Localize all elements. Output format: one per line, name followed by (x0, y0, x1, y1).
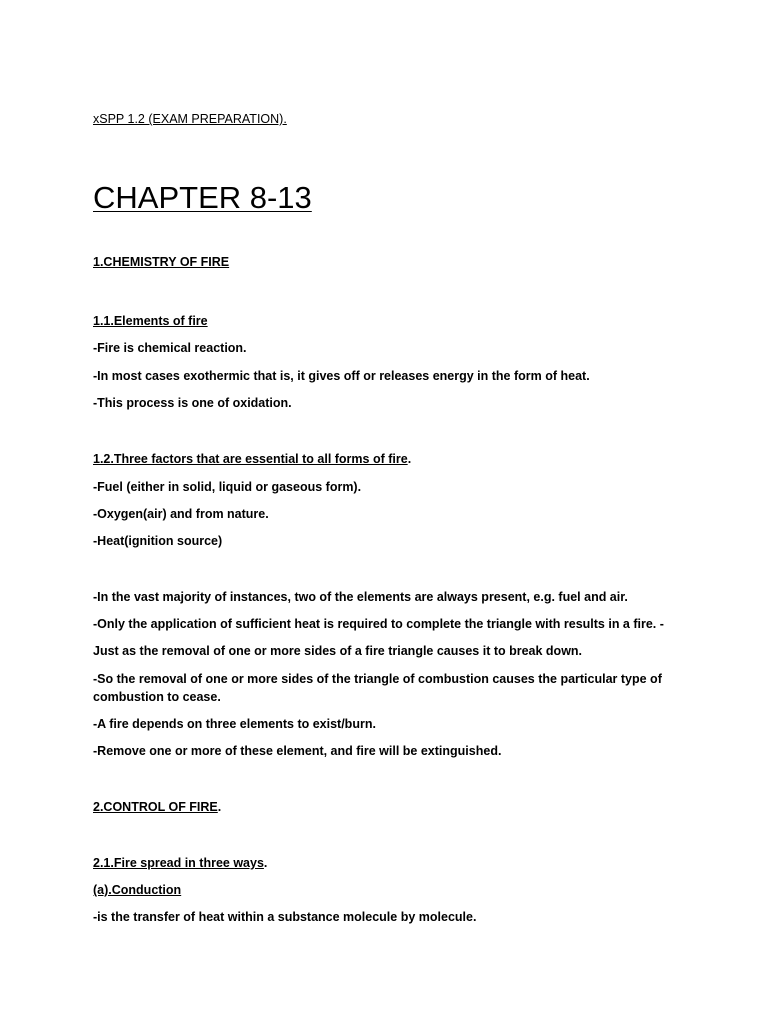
section-2-1-heading-line (93, 855, 267, 871)
section-2-1-heading-suffix: . (263, 856, 268, 870)
section-1-1-line-2: -In most cases exothermic that is, it gives off or releases energy in the form of heat. (93, 369, 590, 383)
item-a-line: -is the transfer of heat within a substance molecule by molecule. (93, 910, 477, 924)
course-line: xSPP 1.2 (EXAM PREPARATION). (93, 112, 287, 126)
section-1-1-line-3: -This process is one of oxidation. (93, 396, 292, 410)
section-1-2-heading: 1.2.Three factors that are essential to all forms of fire (93, 452, 408, 466)
paragraph-line-4: -So the removal of one or more sides of the triangle of combustion causes the particular type of (93, 672, 662, 686)
section-1-2-line-2: -Oxygen(air) and from nature. (93, 507, 269, 521)
paragraph-line-3: Just as the removal of one or more sides of a fire triangle causes it to break down. (93, 644, 583, 658)
section-2-heading: 2.CONTROL OF FIRE (93, 800, 218, 814)
section-1-2-line-1: -Fuel (either in solid, liquid or gaseous form). (93, 480, 362, 494)
section-1-2-heading-line (93, 451, 411, 467)
section-2-1-heading: 2.1.Fire spread in three ways (93, 856, 264, 870)
paragraph-line-5: combustion to cease. (93, 690, 221, 704)
paragraph-line-2: -Only the application of sufficient heat is required to complete the triangle with results in a fire. - (93, 617, 664, 631)
section-1-1-line-1: -Fire is chemical reaction. (93, 341, 247, 355)
section-2-heading-suffix: . (217, 800, 222, 814)
paragraph-line-7: -Remove one or more of these element, and fire will be extinguished. (93, 744, 502, 758)
section-1-1-heading: 1.1.Elements of fire (93, 314, 208, 328)
section-1-2-line-3: -Heat(ignition source) (93, 534, 223, 548)
paragraph-line-6: -A fire depends on three elements to exist/burn. (93, 717, 376, 731)
section-1-2-heading-suffix: . (407, 452, 412, 466)
chapter-title: CHAPTER 8-13 (93, 180, 312, 215)
item-a-heading: (a).Conduction (93, 883, 182, 897)
section-2-heading-line (93, 799, 221, 815)
paragraph-line-1: -In the vast majority of instances, two of the elements are always present, e.g. fuel and air. (93, 590, 628, 604)
section-1-heading: 1.CHEMISTRY OF FIRE (93, 255, 230, 269)
